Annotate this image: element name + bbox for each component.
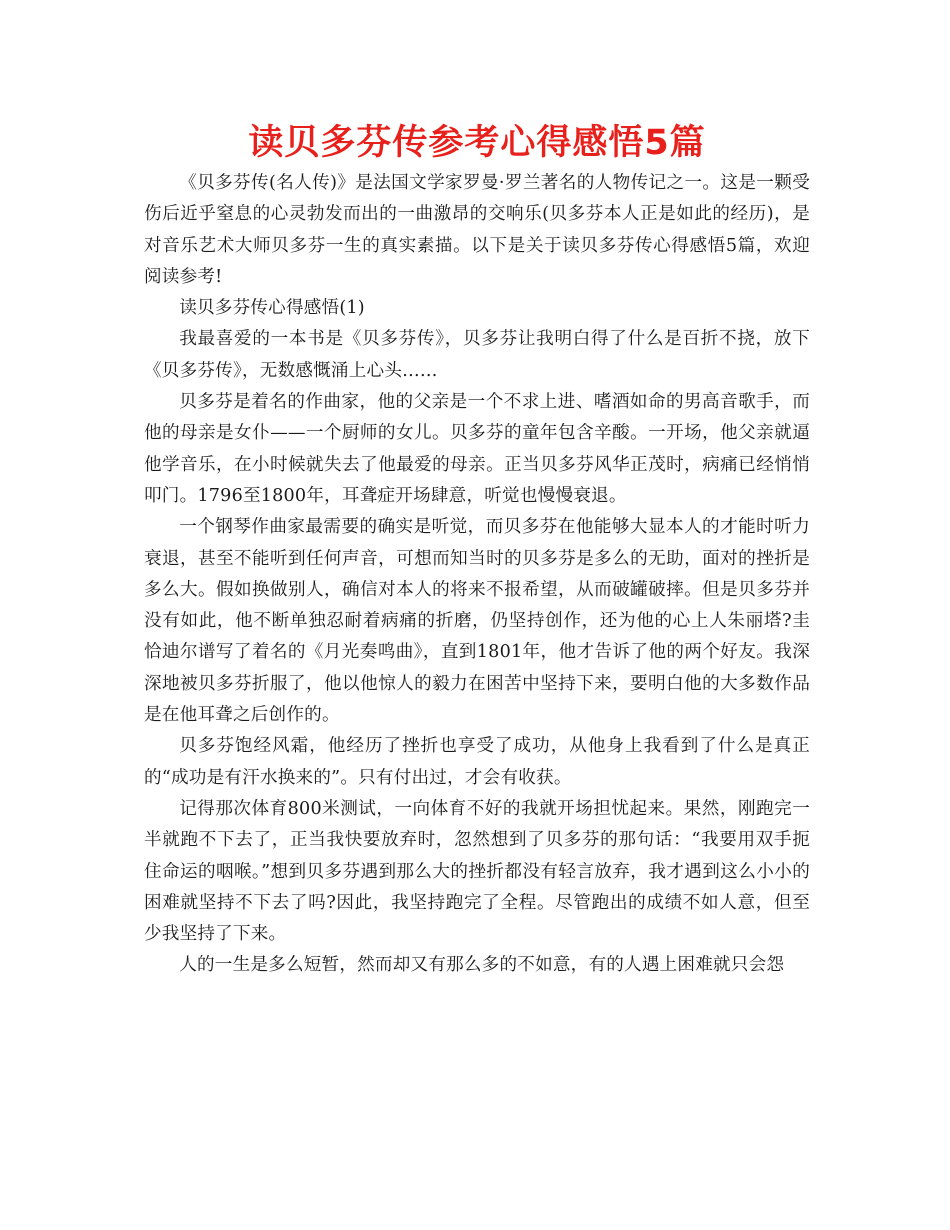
body-paragraph: 记得那次体育800米测试，一向体育不好的我就开场担忧起来。果然，刚跑完一半就跑不下去了，正当我快要放弃时，忽然想到了贝多芬的那句话：“我要用双手扼住命运的咽喉。”想到贝多芬遇到那么大的挫折都没有轻言放弃，我才遇到这么小小的困难就坚持不下去了吗?因此，我坚持跑完了全程。尽管跑出的成绩不如人意，但至少我坚持了下来。 (144, 798, 810, 945)
body-paragraph: 一个钢琴作曲家最需要的确实是听觉，而贝多芬在他能够大显本人的才能时听力衰退，甚至不能听到任何声音，可想而知当时的贝多芬是多么的无助，面对的挫折是多么大。假如换做别人，确信对本人的将来不报希望，从而破罐破摔。但是贝多芬并没有如此，他不断单独忍耐着病痛的折磨，仍坚持创作，还为他的心上人朱丽塔?圭恰迪尔谱写了着名的《月光奏鸣曲》，直到1801年，他才告诉了他的两个好友。我深深地被贝多芬折服了，他以他惊人的毅力在困苦中坚持下来，要明白他的大多数作品是在他耳聋之后创作的。 (144, 517, 810, 726)
body-paragraph: 贝多芬是着名的作曲家，他的父亲是一个不求上进、嗜酒如命的男高音歌手，而他的母亲是女仆——一个厨师的女儿。贝多芬的童年包含辛酸。一开场，他父亲就逼他学音乐，在小时候就失去了他最爱的母亲。正当贝多芬风华正茂时，病痛已经悄悄叩门。1796至1800年，耳聋症开场肆意，听觉也慢慢衰退。 (144, 392, 810, 506)
body-paragraph: 我最喜爱的一本书是《贝多芬传》，贝多芬让我明白得了什么是百折不挠，放下《贝多芬传》，无数感慨涌上心头…… (144, 329, 810, 381)
body-paragraph: 人的一生是多么短暂，然而却又有那么多的不如意，有的人遇上困难就只会怨 (179, 955, 785, 976)
document-title: 读贝多芬传参考心得感悟5篇 (248, 123, 706, 163)
document-page (144, 118, 810, 982)
section-heading: 读贝多芬传心得感悟(1) (179, 298, 365, 319)
body-paragraph: 贝多芬饱经风霜，他经历了挫折也享受了成功，从他身上我看到了什么是真正的“成功是有汗水换来的”。只有付出过，才会有收获。 (144, 736, 810, 788)
intro-paragraph: 《贝多芬传(名人传)》是法国文学家罗曼·罗兰著名的人物传记之一。这是一颗受伤后近乎窒息的心灵勃发而出的一曲激昂的交响乐(贝多芬本人正是如此的经历)，是对音乐艺术大师贝多芬一生的真实素描。以下是关于读贝多芬传心得感悟5篇，欢迎阅读参考! (144, 173, 810, 287)
